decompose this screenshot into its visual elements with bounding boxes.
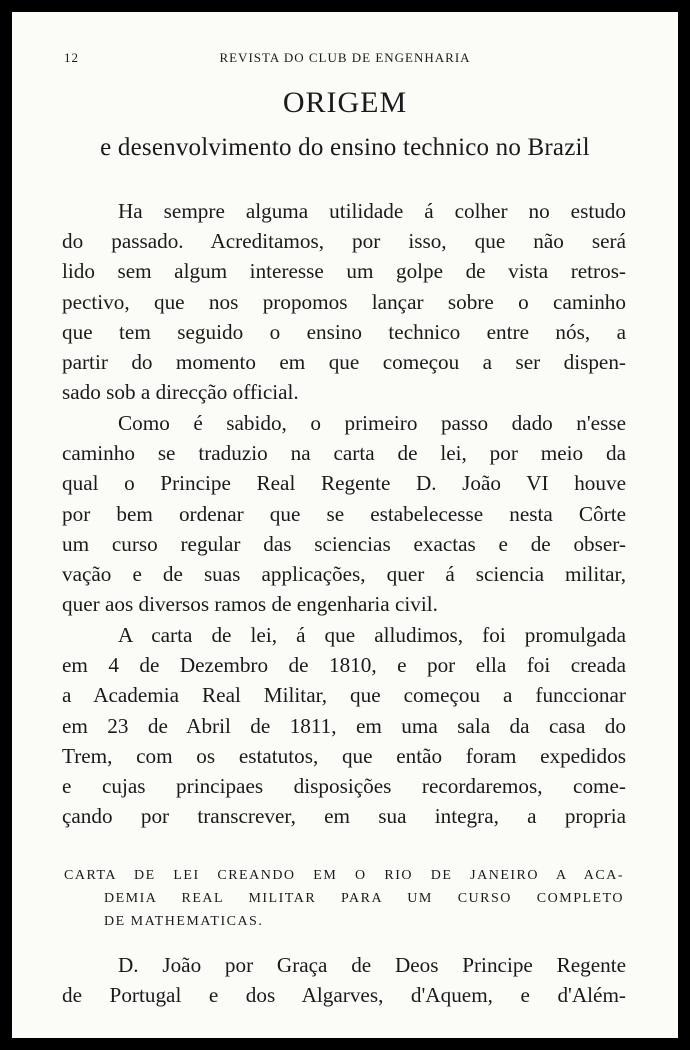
text-line: e cujas principaes disposições recordaremos, come-	[62, 774, 626, 799]
text-line: caminho se traduzio na carta de lei, por meio da	[62, 441, 626, 466]
paragraph-1	[62, 196, 626, 407]
paragraph-3	[62, 620, 626, 831]
text-line: do passado. Acreditamos, por isso, que não será	[62, 229, 626, 254]
text-line: um curso regular das sciencias exactas e de obser-	[62, 531, 626, 556]
text-line: por bem ordenar que se estabelecesse nesta Côrte	[62, 501, 626, 526]
text-line: qual o Principe Real Regente D. João VI houve	[62, 471, 626, 496]
article-subtitle: e desenvolvimento do ensino technico no Brazil	[100, 134, 590, 161]
paragraph-2	[62, 408, 626, 619]
text-line: A carta de lei, á que alludimos, foi promulgada	[118, 623, 626, 647]
text-line: quer aos diversos ramos de engenharia civil.	[62, 592, 438, 617]
running-head: REVISTA DO CLUB DE ENGENHARIA	[219, 50, 471, 65]
text-line: Trem, com os estatutos, que então foram expedidos	[62, 743, 626, 768]
document-page	[12, 12, 678, 1038]
text-line: Como é sabido, o primeiro passo dado n'esse	[118, 411, 626, 435]
text-line: que tem seguido o ensino technico entre nós, a	[62, 319, 626, 344]
text-line: sado sob a direcção official.	[62, 380, 299, 405]
heading-line: DE MATHEMATICAS.	[104, 914, 264, 929]
text-line: D. João por Graça de Deos Principe Regente	[118, 953, 626, 977]
text-line: partir do momento em que começou a ser dispen-	[62, 350, 626, 375]
text-line: pectivo, que nos propomos lançar sobre o caminho	[62, 289, 626, 314]
text-line: çando por transcrever, em sua integra, a propria	[62, 804, 626, 829]
text-line: em 23 de Abril de 1811, em uma sala da casa do	[62, 713, 626, 738]
page-header	[64, 50, 626, 70]
text-line: a Academia Real Militar, que começou a funccionar	[62, 683, 626, 708]
page-number: 12	[64, 50, 79, 65]
article-title: ORIGEM	[282, 86, 408, 119]
text-line: em 4 de Dezembro de 1810, e por ella foi creada	[62, 653, 626, 678]
heading-line: CARTA DE LEI CREANDO EM O RIO DE JANEIRO A ACA-	[64, 868, 624, 883]
text-line: de Portugal e dos Algarves, d'Aquem, e d'Além-	[62, 983, 626, 1008]
paragraph-4	[62, 950, 626, 1010]
document-heading	[64, 864, 624, 933]
heading-line: DEMIA REAL MILITAR PARA UM CURSO COMPLETO	[104, 891, 624, 906]
text-line: vação e de suas applicações, quer á sciencia militar,	[62, 562, 626, 587]
text-line: Ha sempre alguma utilidade á colher no estudo	[118, 199, 626, 223]
text-line: lido sem algum interesse um golpe de vista retros-	[62, 259, 626, 284]
